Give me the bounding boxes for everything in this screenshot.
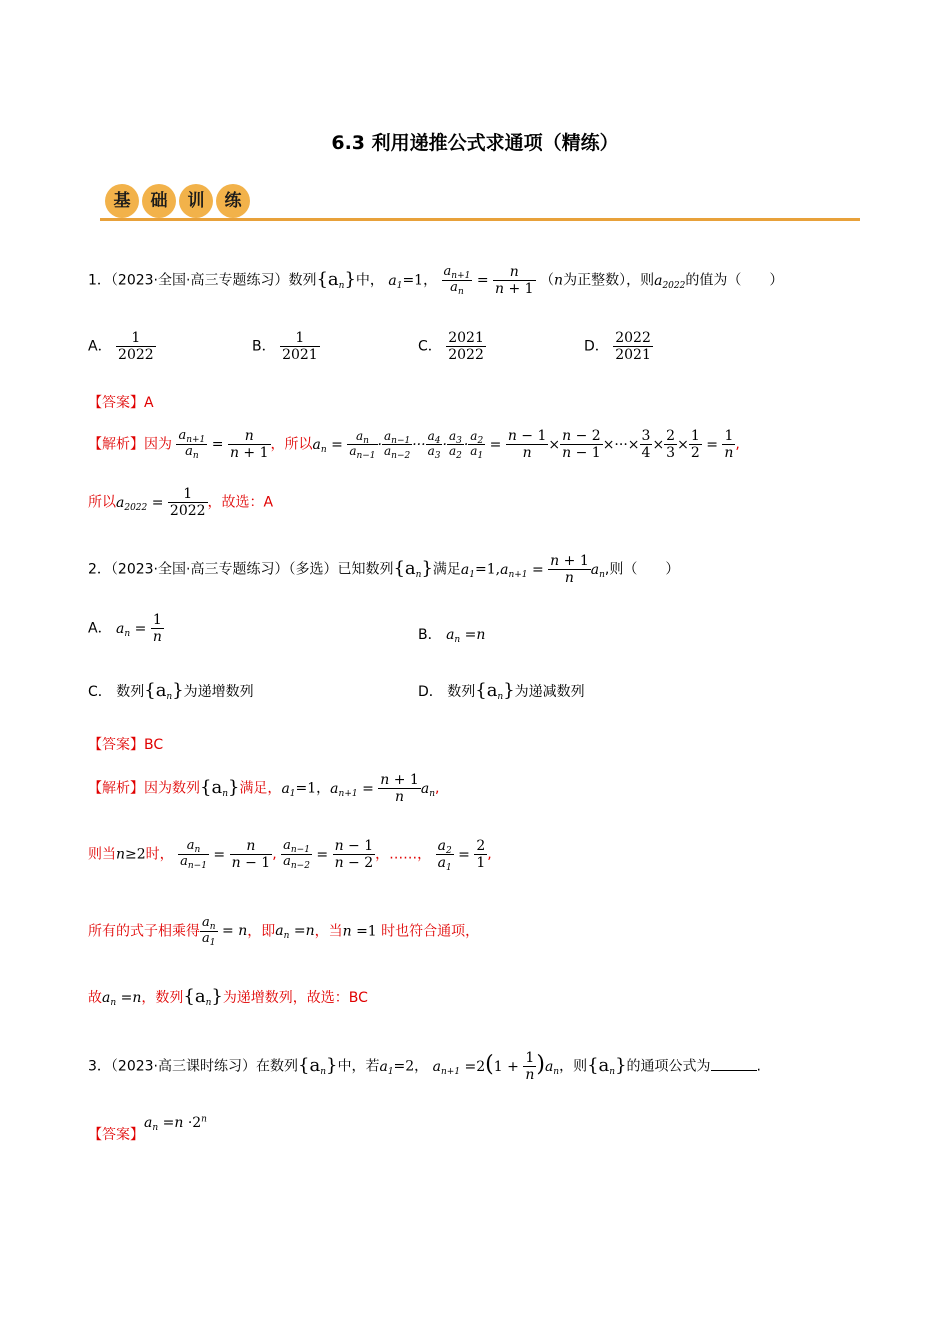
analysis-text: 因为	[144, 436, 172, 453]
answer-blank[interactable]	[711, 1070, 757, 1071]
q-text: 数列	[288, 272, 317, 289]
q-text: 数列	[447, 684, 476, 700]
analysis-text: 故	[88, 990, 102, 1006]
product-chain: $\frac{a_n}{a_{n-1}}$ · $\frac{a_{n-1}}{a_{n-2}}$ ··· $\frac{a_4}{a_3}$ · $\frac{a_3}{a_2}$ · $\frac{a_2}{a_1}$ = $\frac{n - 1}{n}$ × $\frac{n - 2}{n - 1}$ ×···× $\frac{3}{4}$ × $\frac{2}{3}$ × $\frac{1}{2}$ = $\frac{1}{n}$	[349, 428, 734, 462]
option-label: B．	[418, 627, 442, 643]
answer-1: 【答案】A	[88, 395, 154, 411]
q-text: .	[756, 1058, 761, 1075]
analysis-text: 则当	[88, 846, 116, 863]
option-a[interactable]	[88, 330, 156, 363]
answer-2: 【答案】BC	[88, 737, 164, 753]
option-fraction	[613, 330, 653, 363]
analysis-text: ，当	[314, 923, 343, 940]
analysis-tag: 【解析】	[88, 436, 144, 453]
ratio-fraction-rhs: $\frac{n}{n + 1}$	[495, 264, 534, 298]
banner-char: 训	[179, 184, 213, 218]
answer-3: 【答案】$a_n =n \cdot 2^n$	[88, 1114, 207, 1143]
analysis-text: ，故选：A	[207, 494, 274, 511]
analysis-2-line2: 则当n≥2时， $\frac{a_n}{a_{n-1}}$ = $\frac{n}{n - 1}$ , $\frac{a_{n-1}}{a_{n-2}}$ = $\frac{n - 1}{n - 2}$ ，……， $\frac{a_2}{a_1}$ = $\frac{2}{1}$ ,	[88, 838, 492, 874]
q-text: =2，	[393, 1058, 429, 1075]
q-text: ,则（ ）	[604, 561, 680, 578]
question-source: （2023·全国·高三专题练习）	[110, 272, 289, 289]
banner-underline	[100, 218, 860, 221]
analysis-2-line4: 故$a_n =n$，数列{an}为递增数列，故选：BC	[88, 986, 368, 1008]
fraction-den: 2021	[282, 347, 318, 364]
question-number: 1．	[88, 272, 111, 289]
analysis-1-conclusion: 所以$a_{2022}$ = $\frac{1}{2022}$ ，故选：A	[88, 486, 274, 520]
option-label: D．	[418, 684, 443, 700]
option-label: C．	[88, 684, 112, 700]
analysis-text: 满足，	[239, 780, 282, 797]
answer-tag: 【答案】	[88, 1127, 144, 1143]
option-fraction	[446, 330, 486, 363]
option-label: D．	[584, 338, 609, 355]
question-3: 3．（2023·高三课时练习）在数列{an}中，若$a_1=2$， $a_{n+1} =2(1$ + $\frac{1}{n}$ )$a_n$，则{an}的通项公式为 .	[88, 1050, 761, 1084]
q-text: 的通项公式为	[626, 1058, 711, 1075]
q-text: 中，	[355, 272, 384, 289]
analysis-text: 为递增数列，故选：BC	[222, 990, 368, 1006]
analysis-text: ，即	[247, 923, 276, 940]
fraction-num: 2021	[448, 330, 484, 346]
banner-char: 练	[216, 184, 250, 218]
option-fraction	[116, 330, 156, 363]
option-fraction	[280, 330, 320, 363]
option-b[interactable]	[252, 330, 320, 363]
analysis-text: ，数列	[141, 990, 184, 1006]
ratio-fraction: $\frac{a_{n+1}}{a_n}$	[443, 264, 471, 298]
question-source: （2023·全国·高三专题练习）（多选）	[110, 561, 338, 578]
option-label: A．	[88, 338, 112, 355]
q2-option-b[interactable]: B． $a_n =n$	[418, 627, 486, 645]
option-label: B．	[252, 338, 276, 355]
fraction-den: 2022	[448, 347, 484, 364]
page-title: 6.3 利用递推公式求通项（精练）	[331, 132, 619, 154]
banner-char: 础	[142, 184, 176, 218]
analysis-text: 所有的式子相乘得	[88, 923, 200, 940]
q2-option-c[interactable]: C． 数列{an}为递增数列	[88, 680, 254, 702]
q-text: 在数列	[256, 1058, 299, 1075]
question-1: 1．（2023·全国·高三专题练习）数列{an}中， $a_1=1$， $\frac{a_{n+1}}{a_n}$ = $\frac{n}{n + 1}$ （n为正整数），则$a_{2022}$的值为（ ）	[88, 264, 784, 298]
analysis-text: 时也符合通项，	[381, 923, 480, 940]
q-text: =1，	[402, 272, 438, 289]
q-text: 中，若	[337, 1058, 380, 1075]
q-text: 已知数列	[337, 561, 394, 578]
question-number: 3．	[88, 1058, 111, 1075]
section-banner	[105, 184, 253, 218]
option-label: A．	[88, 620, 112, 637]
option-c[interactable]	[418, 330, 486, 363]
q-text: 数列	[116, 684, 145, 700]
analysis-text: 因为数列	[144, 780, 200, 797]
q-text: =1,	[474, 561, 501, 578]
analysis-math: $\frac{a_{n+1}}{a_n}$	[178, 428, 206, 462]
q-text: 满足	[432, 561, 461, 578]
q2-option-d[interactable]: D． 数列{an}为递减数列	[418, 680, 585, 702]
fraction-den: 2021	[615, 347, 651, 364]
analysis-text: ，所以	[270, 436, 313, 453]
q2-option-a[interactable]: A． $a_n$ = $\frac{1}{n}$	[88, 612, 162, 646]
q-text: 为递减数列	[514, 684, 585, 700]
question-2: 2．（2023·全国·高三专题练习）（多选）已知数列{an}满足$a_1=1,a_{n+1}$ = $\frac{n + 1}{n}$ $a_n$,则（ ）	[88, 553, 680, 587]
fraction-num: 1	[116, 330, 156, 347]
analysis-tag: 【解析】	[88, 780, 144, 797]
analysis-2: 【解析】因为数列{an}满足，$a_1=1$，$a_{n+1}$ = $\frac{n + 1}{n}$ $a_n$,	[88, 772, 440, 806]
sequence-brace: {an}	[316, 268, 356, 291]
option-d[interactable]	[584, 330, 653, 363]
question-source: （2023·高三课时练习）	[110, 1058, 257, 1075]
analysis-text: 所以	[88, 494, 116, 511]
fraction-den: 2022	[118, 347, 154, 364]
fraction-num: 1	[280, 330, 320, 347]
analysis-2-line3: 所有的式子相乘得 $\frac{a_n}{a_1}$ = n，即$a_n =n$，当n =1 时也符合通项，	[88, 915, 480, 948]
analysis-text: 时，	[145, 846, 174, 863]
q-text: 的值为（ ）	[685, 272, 784, 289]
analysis-text: ≥2	[125, 846, 146, 863]
analysis-text: ，……，	[375, 846, 432, 863]
q-text: （	[540, 272, 555, 289]
q-text: ，则	[559, 1058, 588, 1075]
banner-char: 基	[105, 184, 139, 218]
option-label: C．	[418, 338, 442, 355]
analysis-text: =1，	[295, 780, 331, 797]
q-text: 为正整数），则	[563, 272, 655, 289]
q-text: 为递增数列	[183, 684, 254, 700]
fraction-num: 2022	[615, 330, 651, 346]
analysis-1: 【解析】因为 $\frac{a_{n+1}}{a_n}$ = $\frac{n}{n + 1}$ ，所以$a_n$ = $\frac{a_n}{a_{n-1}}$ · $\frac{a_{n-1}}{a_{n-2}}$ ··· $\frac{a_4}{a_3}$ · $\frac{a_3}{a_2}$ · $\frac{a_2}{a_1}$ = $\frac{n - 1}{n}$ × $\frac{n - 2}{n - 1}$ ×···× $\frac{3}{4}$ × $\frac{2}{3}$ × $\frac{1}{2}$ = $\frac{1}{n}$ ,	[88, 428, 740, 462]
math-a1: $a_1$	[388, 272, 403, 291]
question-number: 2．	[88, 561, 111, 578]
